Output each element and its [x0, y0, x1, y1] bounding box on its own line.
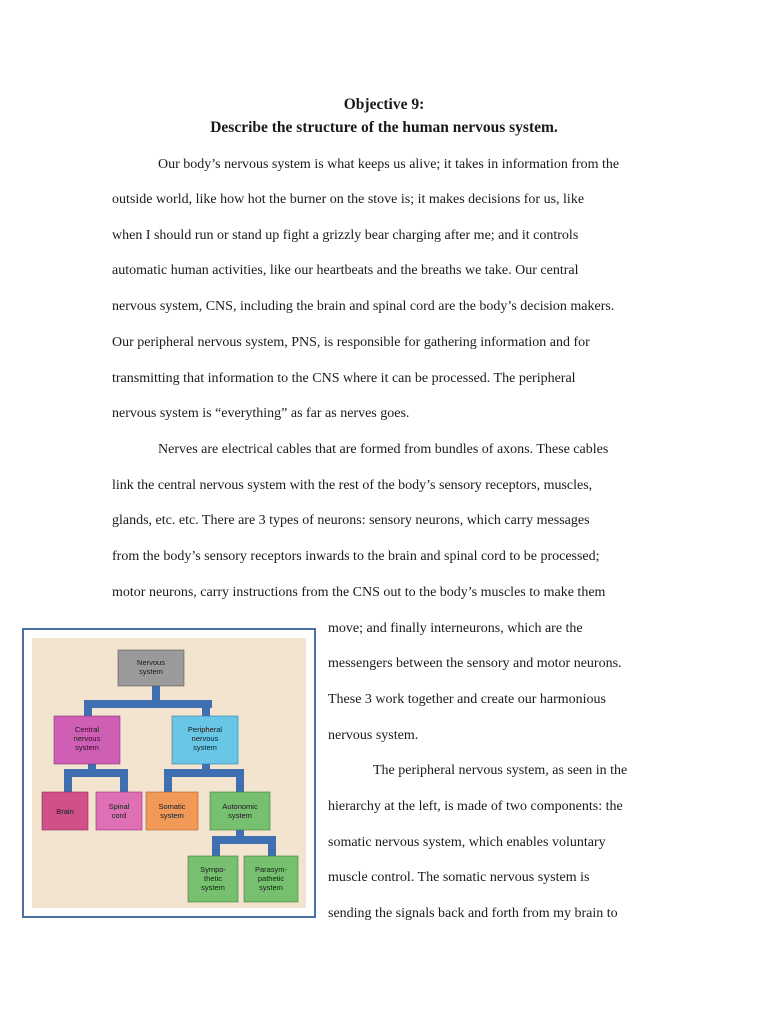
paragraph-1-line-2: outside world, like how hot the burner on the stove is; it makes decisions for us, like	[112, 192, 585, 207]
paragraph-2-line-1: Nerves are electrical cables that are formed from bundles of axons. These cables	[158, 442, 609, 457]
objective-subtitle: Describe the structure of the human nervous system.	[210, 119, 558, 136]
node-brain	[42, 792, 88, 830]
paragraph-3-line-5: sending the signals back and forth from my brain to	[328, 906, 618, 921]
node-central-nervous-system	[54, 716, 120, 764]
paragraph-2-line-8: These 3 work together and create our harmonious	[328, 692, 606, 707]
paragraph-3-line-1: The peripheral nervous system, as seen in the	[373, 763, 628, 778]
node-spinal-line-1: Spinal	[108, 802, 130, 811]
paragraph-3-line-3: somatic nervous system, which enables voluntary	[328, 835, 606, 850]
paragraph-2-line-9: nervous system.	[328, 728, 419, 743]
paragraph-1-line-3: when I should run or stand up fight a grizzly bear charging after me; and it controls	[112, 228, 579, 243]
node-central-line-2: nervous	[73, 734, 101, 743]
node-autonomic-line-1: Autonomic	[222, 802, 258, 811]
node-nervous-system-line-2: system	[139, 667, 163, 676]
node-central-line-1: Central	[74, 725, 100, 734]
node-parasympathetic-line-3: system	[259, 883, 283, 892]
node-somatic-line-1: Somatic	[158, 802, 186, 811]
paragraph-2-line-5: motor neurons, carry instructions from the CNS out to the body’s muscles to make them	[112, 585, 606, 600]
node-nervous-system-line-1: Nervous	[137, 658, 165, 667]
paragraph-2-line-6: move; and finally interneurons, which are the	[328, 621, 583, 636]
paragraph-3-line-4: muscle control. The somatic nervous system is	[328, 870, 590, 885]
node-autonomic-system	[210, 792, 270, 830]
node-sympathetic-line-1: Sympo-	[200, 865, 226, 874]
paragraph-2-line-4: from the body’s sensory receptors inwards to the brain and spinal cord to be processed;	[112, 549, 600, 564]
node-nervous-system	[118, 650, 184, 686]
node-sympathetic-line-3: system	[201, 883, 225, 892]
nervous-system-hierarchy-diagram	[24, 630, 314, 916]
node-parasympathetic-line-2: pathetic	[257, 874, 285, 883]
node-parasympathetic-line-1: Parasym-	[254, 865, 288, 874]
node-autonomic-line-2: system	[228, 811, 252, 820]
paragraph-1-line-8: nervous system is “everything” as far as nerves goes.	[112, 406, 410, 421]
paragraph-1-line-7: transmitting that information to the CNS where it can be processed. The peripheral	[112, 371, 576, 386]
paragraph-2-line-3: glands, etc. etc. There are 3 types of neurons: sensory neurons, which carry messages	[112, 513, 590, 528]
paragraph-3-line-2: hierarchy at the left, is made of two components: the	[328, 799, 623, 814]
node-spinal-line-2: cord	[111, 811, 127, 820]
node-peripheral-line-2: nervous	[191, 734, 219, 743]
node-somatic-line-2: system	[160, 811, 184, 820]
node-parasympathetic-system	[244, 856, 298, 902]
node-peripheral-nervous-system	[172, 716, 238, 764]
paragraph-1-line-6: Our peripheral nervous system, PNS, is responsible for gathering information and for	[112, 335, 590, 350]
node-central-line-3: system	[75, 743, 99, 752]
paragraph-1-line-4: automatic human activities, like our heartbeats and the breaths we take. Our central	[112, 263, 579, 278]
paragraph-1-line-1: Our body’s nervous system is what keeps us alive; it takes in information from the	[158, 157, 620, 172]
node-peripheral-line-1: Peripheral	[187, 725, 223, 734]
node-peripheral-line-3: system	[193, 743, 217, 752]
objective-title: Objective 9:	[343, 96, 425, 113]
node-spinal-cord	[96, 792, 142, 830]
node-sympathetic-line-2: thetic	[204, 874, 222, 883]
nervous-system-hierarchy-figure	[22, 628, 316, 918]
node-brain-line-1: Brain	[56, 807, 74, 816]
node-sympathetic-system	[188, 856, 238, 902]
node-somatic-system	[146, 792, 198, 830]
paragraph-2-line-2: link the central nervous system with the rest of the body’s sensory receptors, muscles,	[112, 478, 593, 493]
paragraph-1-line-5: nervous system, CNS, including the brain and spinal cord are the body’s decision makers.	[112, 299, 615, 314]
paragraph-2-line-7: messengers between the sensory and motor neurons.	[328, 656, 622, 671]
